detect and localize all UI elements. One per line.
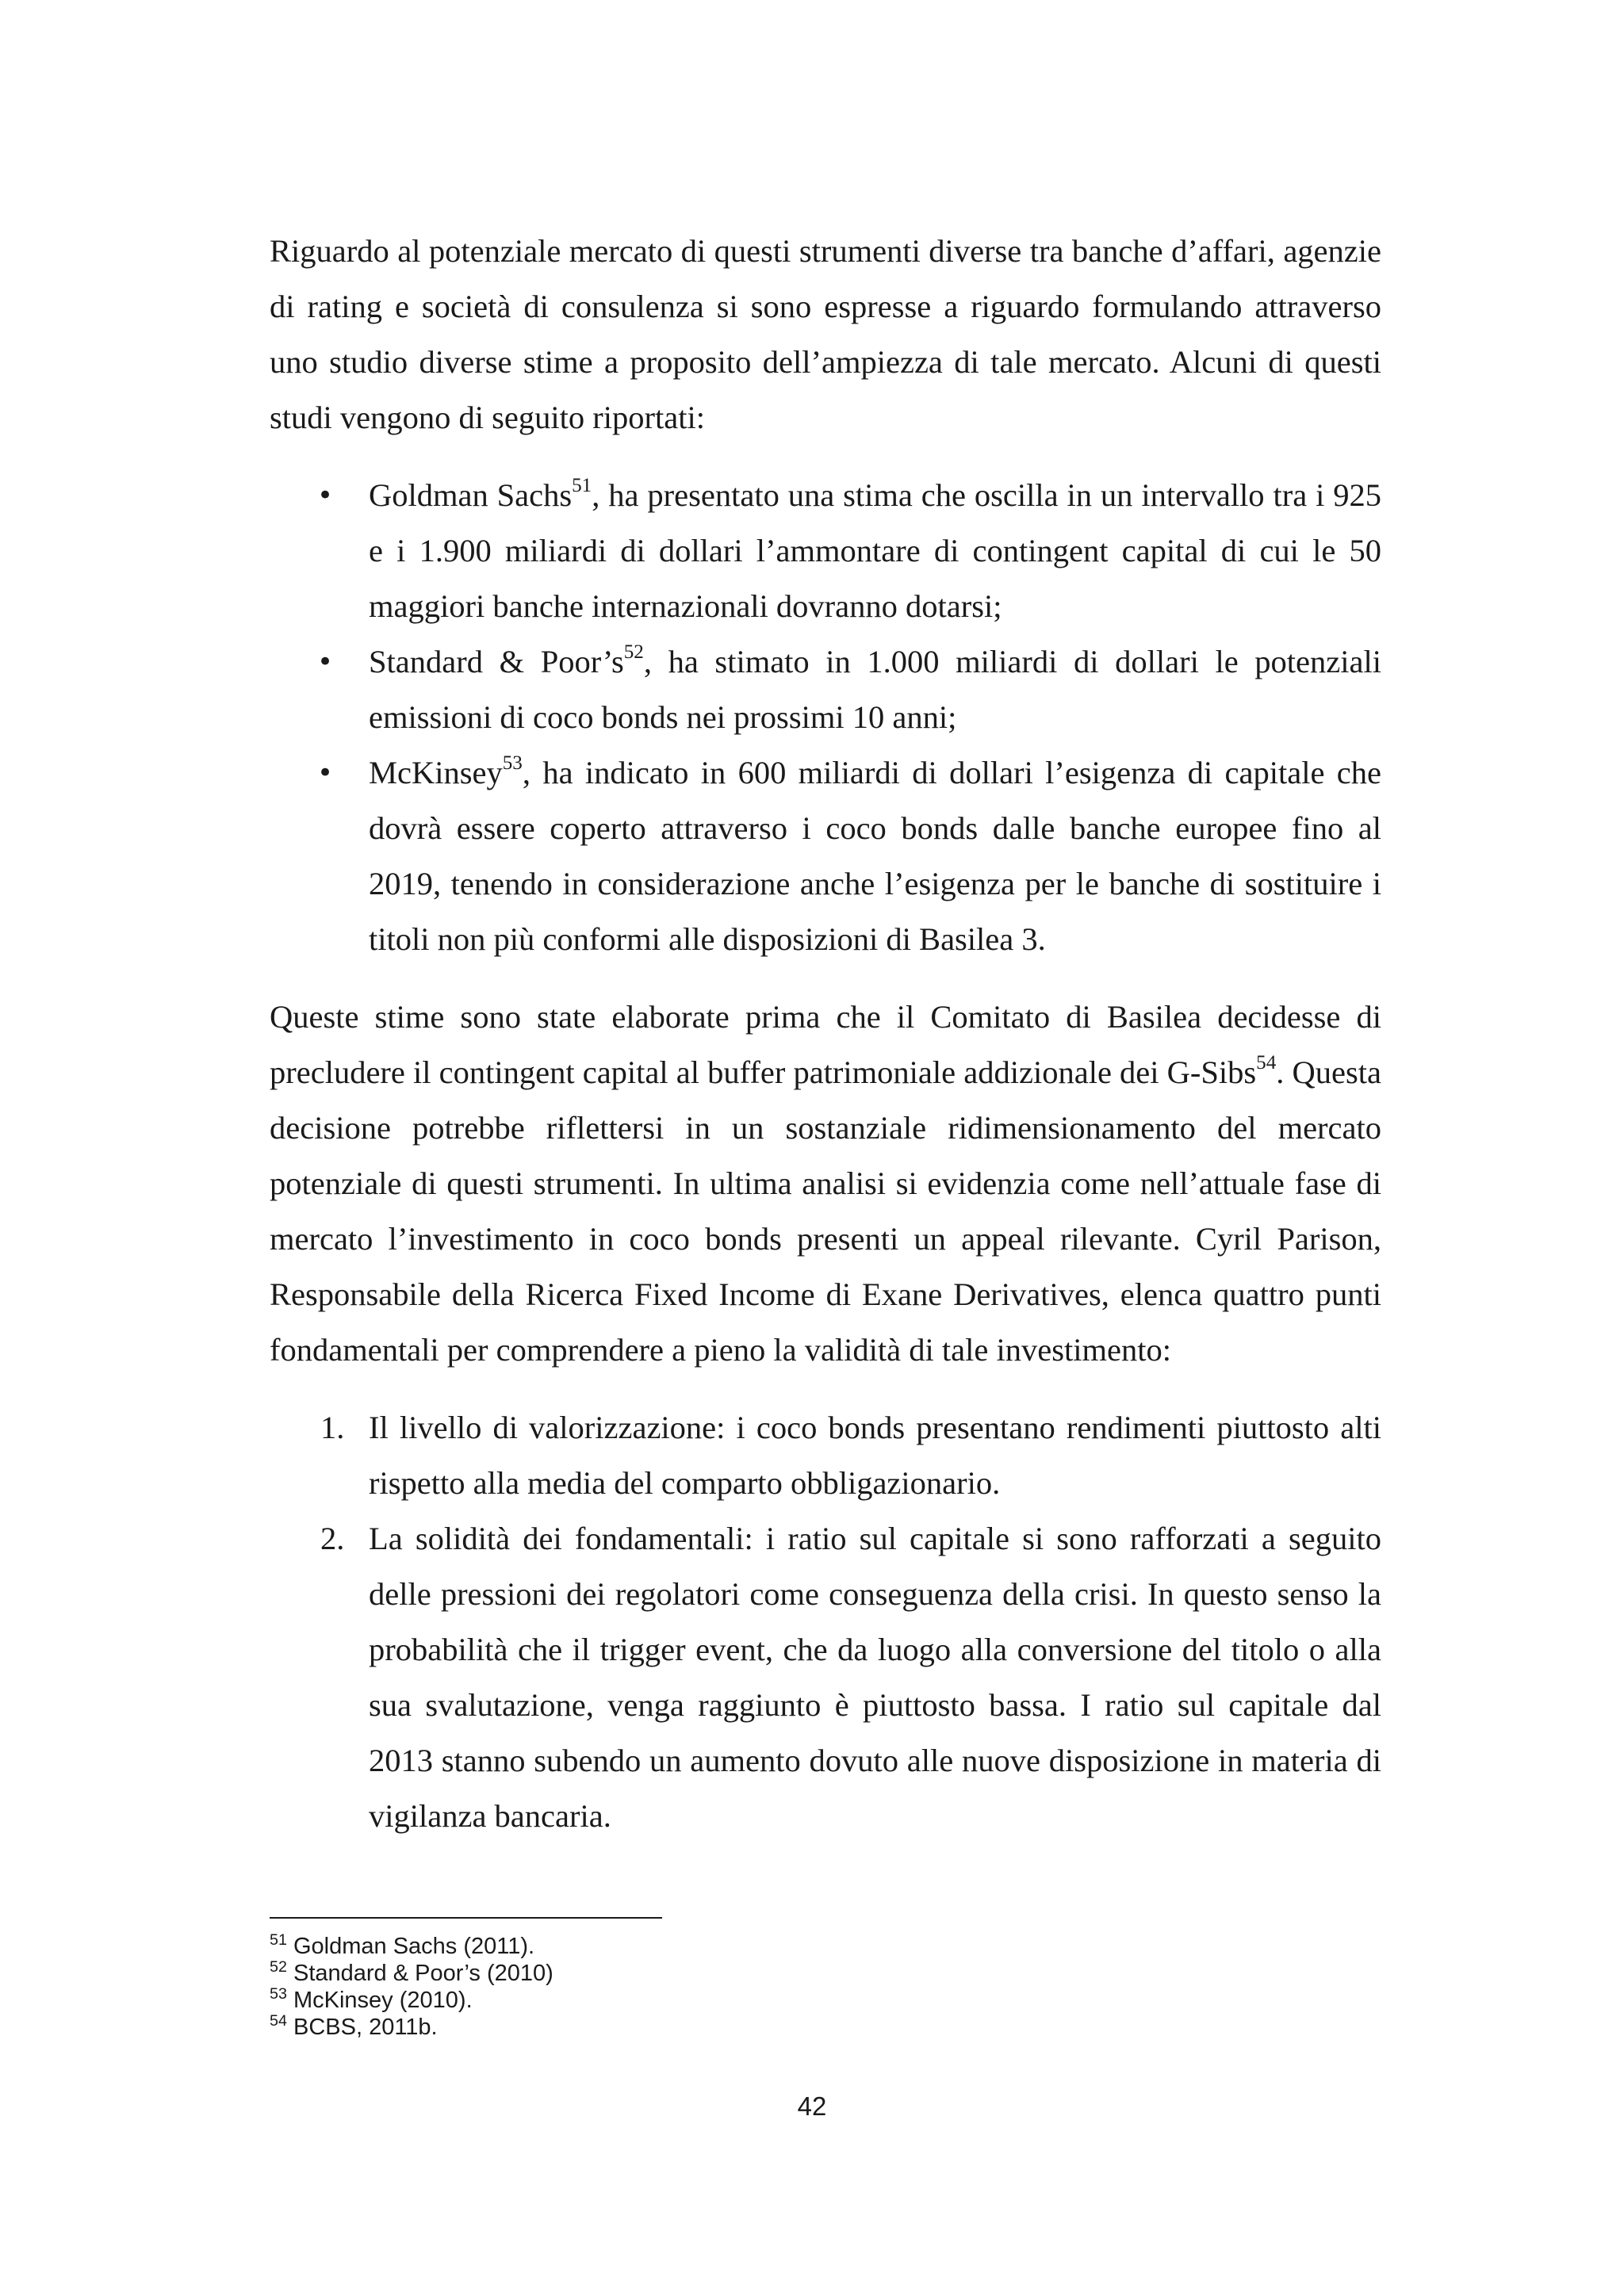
page-number: 42 <box>797 2091 827 2121</box>
point-item-2 <box>270 1511 1381 1844</box>
estimate-name: Standard & Poor’s <box>369 644 624 679</box>
estimate-name: Goldman Sachs <box>369 477 573 513</box>
bullet-icon: • <box>317 646 334 678</box>
intro-paragraph: Riguardo al potenziale mercato di questi strumenti diverse tra banche d’affari, agenzie di rating e società di consulenza si sono espresse a riguardo formulando attraverso uno studio diverse stime a proposito dell’ampiezza di tale mercato. Alcuni di questi studi vengono di seguito riportati: <box>270 233 1381 435</box>
footnote-53 <box>270 1987 553 2014</box>
footnote-ref[interactable]: 53 <box>502 752 523 774</box>
second-paragraph-start: Queste stime sono state elaborate prima che il Comitato di Basilea decidesse di precludere il contingent capital al buffer patrimoniale addizionale dei G-Sibs <box>270 999 1381 1090</box>
footnote-54 <box>270 2014 553 2041</box>
second-paragraph <box>270 989 1381 1378</box>
estimate-name: McKinsey <box>369 755 503 790</box>
points-list <box>270 1400 1381 1844</box>
point-item-1 <box>270 1400 1381 1511</box>
footnote-number: 51 <box>270 1931 287 1950</box>
footnote-separator <box>270 1917 662 1919</box>
estimate-item-goldman-sachs <box>270 468 1381 634</box>
estimate-text: , ha stimato in 1.000 miliardi di dollari le potenziali emissioni di coco bonds nei prossimi 10 anni; <box>369 644 1381 735</box>
footnote-ref[interactable]: 52 <box>623 641 644 663</box>
footnotes <box>270 1933 553 2041</box>
point-number: 1. <box>320 1410 345 1445</box>
estimate-item-mckinsey <box>270 745 1381 967</box>
estimates-list <box>270 468 1381 967</box>
footnote-text: McKinsey (2010). <box>286 1988 473 2013</box>
estimate-item-standard-poors <box>270 634 1381 745</box>
footnote-ref[interactable]: 54 <box>1256 1051 1277 1073</box>
footnote-ref[interactable]: 51 <box>572 474 592 496</box>
bullet-icon: • <box>317 757 334 789</box>
bullet-icon: • <box>317 480 334 511</box>
estimate-text: , ha indicato in 600 miliardi di dollari l’esigenza di capitale che dovrà essere coperto attraverso i coco bonds dalle banche europee fino al 2019, tenendo in considerazione anche l’esigenza per le banche di sostituire i titoli non più conformi alle disposizioni di Basilea 3. <box>369 755 1381 957</box>
page-body <box>270 224 1381 1844</box>
footnote-number: 53 <box>270 1985 287 2003</box>
footnote-52 <box>270 1960 553 1987</box>
estimate-text: , ha presentato una stima che oscilla in un intervallo tra i 925 e i 1.900 miliardi di dollari l’ammontare di contingent capital di cui le 50 maggiori banche internazionali dovranno dotarsi; <box>369 477 1381 624</box>
footnote-text: Standard & Poor’s (2010) <box>286 1961 553 1986</box>
footnote-text: Goldman Sachs (2011). <box>286 1934 535 1959</box>
point-number: 2. <box>320 1521 345 1556</box>
point-text: Il livello di valorizzazione: i coco bonds presentano rendimenti piuttosto alti rispetto alla media del comparto obbligazionario. <box>369 1410 1381 1501</box>
point-text: La solidità dei fondamentali: i ratio sul capitale si sono rafforzati a seguito delle pressioni dei regolatori come conseguenza della crisi. In questo senso la probabilità che il trigger event, che da luogo alla conversione del titolo o alla sua svalutazione, venga raggiunto è piuttosto bassa. I ratio sul capitale dal 2013 stanno subendo un aumento dovuto alle nuove disposizione in materia di vigilanza bancaria. <box>369 1521 1381 1834</box>
footnote-text: BCBS, 2011b. <box>286 2015 438 2040</box>
footnote-51 <box>270 1933 553 1960</box>
second-paragraph-end: . Questa decisione potrebbe riflettersi in un sostanziale ridimensionamento del mercato potenziale di questi strumenti. In ultima analisi si evidenzia come nell’attuale fase di mercato l’investimento in coco bonds presenti un appeal rilevante. Cyril Parison, Responsabile della Ricerca Fixed Income di Exane Derivatives, elenca quattro punti fondamentali per comprendere a pieno la validità di tale investimento: <box>270 1054 1381 1368</box>
footnote-number: 54 <box>270 2012 287 2030</box>
footnote-number: 52 <box>270 1958 287 1976</box>
